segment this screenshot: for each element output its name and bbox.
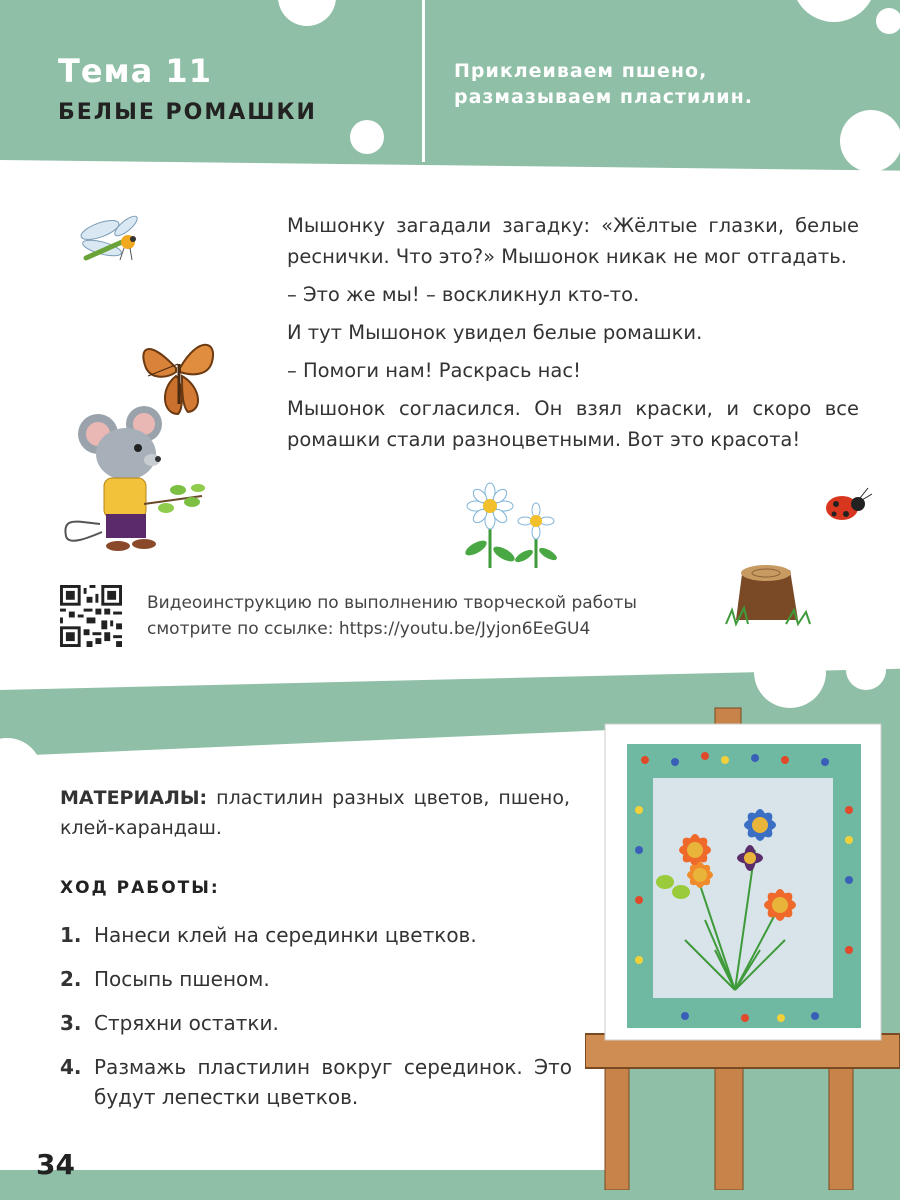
story-text [287,210,859,462]
chamomile-icon [456,482,566,572]
topic-label: Тема 11 [58,52,212,90]
decor-dot [876,8,900,34]
steps-title: ХОД РАБОТЫ: [60,878,220,898]
story-paragraph: – Это же мы! – воскликнул кто-то. [287,283,640,306]
step-item [60,1052,572,1112]
materials-text [60,783,570,843]
step-text: Стряхни остатки. [94,1011,279,1035]
decor-dot [792,0,876,22]
stump-icon [724,560,814,628]
ladybug-icon [812,484,876,528]
step-text: Посыпь пшеном. [94,967,270,991]
step-item [60,964,572,994]
materials-label: МАТЕРИАЛЫ: [60,787,208,809]
decor-dot [350,120,384,154]
step-text: Размажь пластилин вокруг серединок. Это будут лепестки цветков. [94,1055,572,1109]
mouse-illustration [58,404,208,554]
header-divider [422,0,425,162]
step-number: 3. [60,1011,82,1035]
steps-list [60,920,572,1126]
page-number: 34 [36,1148,75,1181]
story-paragraph: Мышонок согласился. Он взял краски, и скоро все ромашки стали разноцветными. Вот это красота! [287,397,859,451]
step-item [60,1008,572,1038]
technique-text: Приклеиваем пшено, размазываем пластилин. [454,60,753,108]
step-text: Нанеси клей на серединки цветков. [94,923,477,947]
easel-painting [585,700,900,1190]
step-number: 2. [60,967,82,991]
qr-code[interactable] [60,585,122,647]
story-paragraph: Мышонку загадали загадку: «Жёлтые глазки, белые реснички. Что это?» Мышонок никак не мог отгадать. [287,214,859,268]
materials-list: пластилин разных цветов, пшено, клей-карандаш. [60,787,570,839]
step-item [60,920,572,950]
decor-dot [840,110,900,172]
video-instruction [147,590,687,642]
step-number: 1. [60,923,82,947]
story-paragraph: И тут Мышонок увидел белые ромашки. [287,321,703,344]
video-link[interactable]: смотрите по ссылке: https://youtu.be/Jyjon6EeGU4 [147,619,591,639]
step-number: 4. [60,1055,82,1079]
video-text: Видеоинструкцию по выполнению творческой работы [147,593,637,613]
topic-title: БЕЛЫЕ РОМАШКИ [58,100,317,125]
story-paragraph: – Помоги нам! Раскрась нас! [287,359,581,382]
decor-dot [278,0,336,26]
dragonfly-icon [78,212,150,274]
